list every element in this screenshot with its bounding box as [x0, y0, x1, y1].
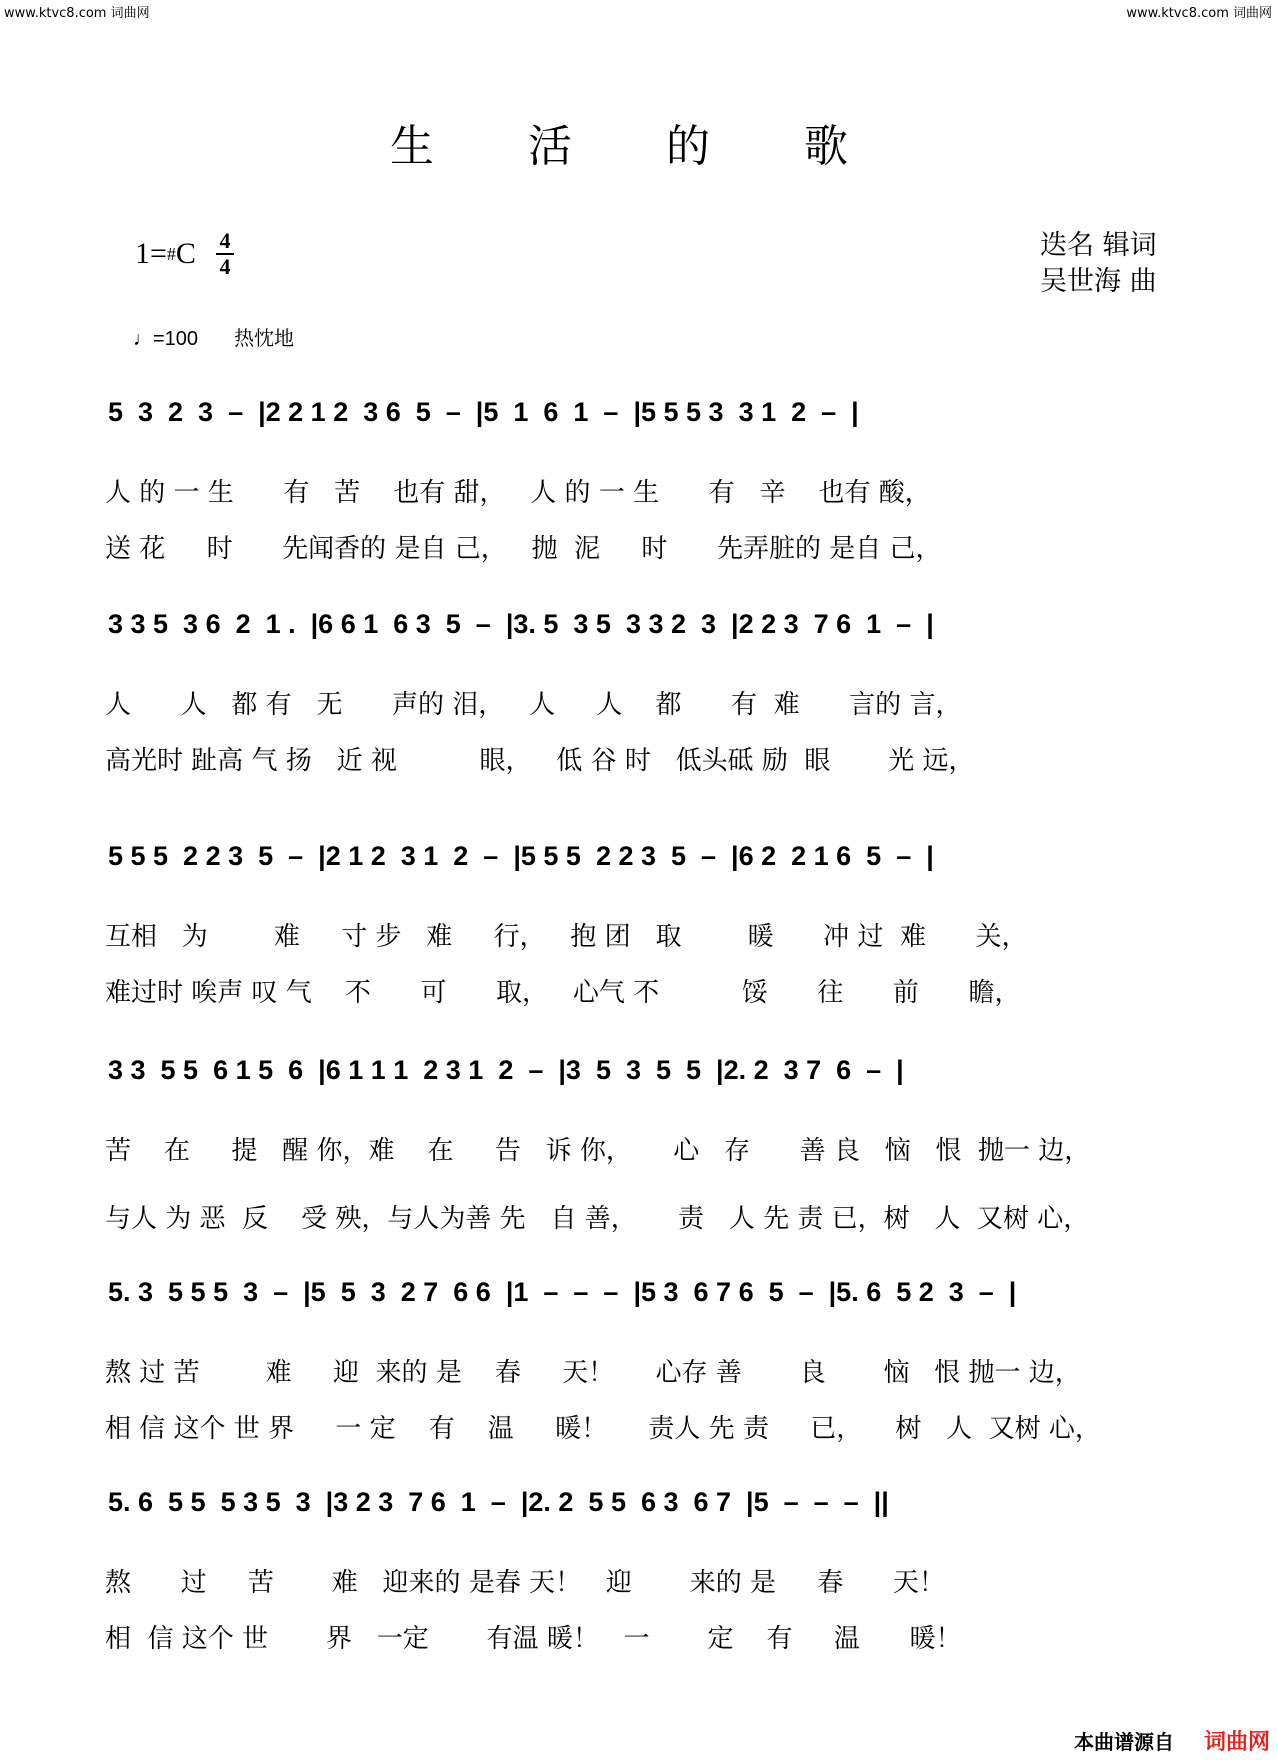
notation-row: [108, 826, 1228, 886]
composer: 吴世海 曲: [1040, 266, 1157, 297]
system-6: [0, 1472, 1278, 1672]
key-signature: [135, 230, 234, 278]
lyric-verse-2: 相 信 这个 世 界 一 定 有 温 暖！ 责人 先 责 已， 树 人 又树 心，: [105, 1414, 1101, 1444]
notation: 3 3 5 5 6 1 5 6 |6 1 1 1 2 3 1 2 – |3 5 3 5 5 |2. 2 3 7 6 – |: [108, 1055, 904, 1085]
lyric-verse-2: 送 花 时 先闻香的 是自 己， 抛 泥 时 先弄脏的 是自 己，: [105, 534, 942, 564]
notation: 5. 3 5 5 5 3 – |5 5 3 2 7 6 6 |1 – – – |5 3 6 7 6 5 – |5. 6 5 2 3 – |: [108, 1277, 1017, 1307]
system-3: [0, 826, 1278, 1026]
lyric-verse-2: 难过时 唉声 叹 气 不 可 取， 心气 不 馁 往 前 瞻，: [105, 978, 1021, 1008]
key-one: 1=: [135, 237, 167, 270]
system-4: [0, 1040, 1278, 1240]
lyric-verse-2: 与人 为 恶 反 受 殃，与人为善 先 自 善， 责 人 先 责 已，树 人 又树 心，: [105, 1204, 1090, 1234]
lyric-verse-1: 苦 在 提 醒 你，难 在 告 诉 你， 心 存 善 良 恼 恨 抛一 边，: [105, 1136, 1091, 1166]
notation-row: [108, 382, 1228, 442]
key-note: C: [175, 237, 196, 270]
notation-row: [108, 1262, 1228, 1322]
tempo-value: ♩=100: [133, 328, 199, 350]
notation-row: [108, 594, 1228, 654]
lyric-verse-1: 人 的 一 生 有 苦 也有 甜， 人 的 一 生 有 辛 也有 酸，: [105, 478, 931, 508]
lyric-verse-2: 相 信 这个 世 界 一定 有温 暖！ 一 定 有 温 暖！: [105, 1624, 962, 1654]
watermark-left: www.ktvc8.com 词曲网: [4, 6, 150, 21]
key-sharp: #: [166, 243, 176, 264]
system-2: [0, 594, 1278, 794]
lyric-verse-1: 互相 为 难 寸 步 难 行， 抱 团 取 暖 冲 过 难 关，: [105, 922, 1028, 952]
notation-row: [108, 1472, 1228, 1532]
notation-row: [108, 1040, 1228, 1100]
tempo-marking: [133, 322, 294, 351]
system-5: [0, 1262, 1278, 1462]
expression-marking: 热忱地: [234, 328, 295, 350]
footer-source: 本曲谱源自: [1073, 1730, 1174, 1754]
notation: 5 3 2 3 – |2 2 1 2 3 6 5 – |5 1 6 1 – |5 5 5 3 3 1 2 – |: [108, 397, 859, 427]
system-1: [0, 382, 1278, 582]
lyric-verse-1: 熬 过 苦 难 迎 来的 是 春 天！ 心存 善 良 恼 恨 抛一 边，: [105, 1358, 1081, 1388]
lyric-verse-2: 高光时 趾高 气 扬 近 视 眼， 低 谷 时 低头砥 励 眼 光 远，: [105, 746, 975, 776]
notation: 3 3 5 3 6 2 1 . |6 6 1 6 3 5 – |3. 5 3 5 3 3 2 3 |2 2 3 7 6 1 – |: [108, 609, 934, 639]
footer-brand-logo[interactable]: 词曲网: [1203, 1730, 1270, 1755]
watermark-right: www.ktvc8.com 词曲网: [1126, 6, 1272, 21]
time-bottom: 4: [219, 254, 231, 279]
lyric-verse-1: 熬 过 苦 难 迎来的 是春 天！ 迎 来的 是 春 天！: [105, 1568, 945, 1598]
notation: 5 5 5 2 2 3 5 – |2 1 2 3 1 2 – |5 5 5 2 2 3 5 – |6 2 2 1 6 5 – |: [108, 841, 934, 871]
credits: [1040, 228, 1157, 300]
time-top: 4: [219, 228, 231, 253]
time-signature: [216, 230, 234, 278]
song-title: 生 活 的 歌: [390, 121, 888, 172]
lyric-verse-1: 人 人 都 有 无 声的 泪， 人 人 都 有 难 言的 言，: [105, 690, 962, 720]
lyricist: 迭名 辑词: [1040, 230, 1157, 261]
footer: [1074, 1725, 1270, 1756]
notation: 5. 6 5 5 5 3 5 3 |3 2 3 7 6 1 – |2. 2 5 5 6 3 6 7 |5 – – – ||: [108, 1487, 889, 1517]
